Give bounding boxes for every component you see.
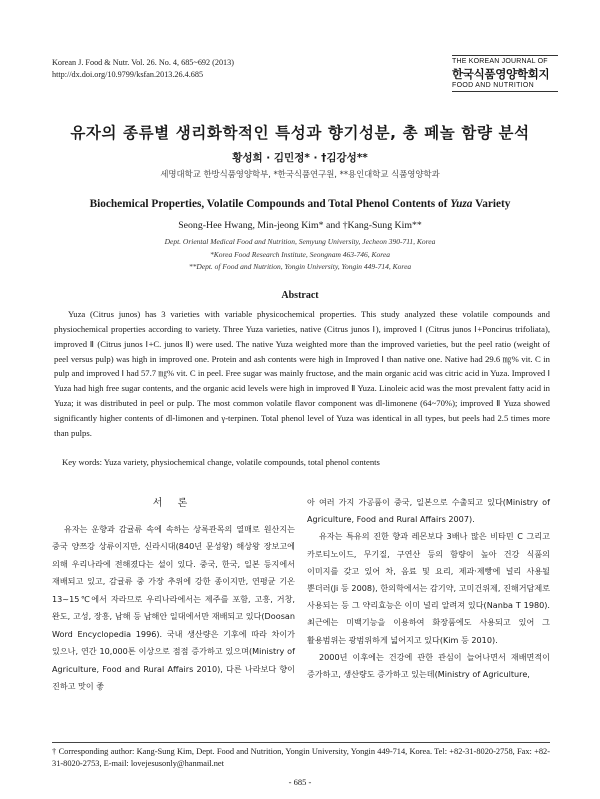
affiliation-english-3: **Dept. of Food and Nutrition, Yongin University, Yongin 449-714, Korea — [188, 262, 412, 271]
title-korean: 유자의 종류별 생리화학적인 특성과 향기성분, 총 페놀 함량 분석 — [70, 124, 530, 142]
doi-link[interactable]: http://dx.doi.org/10.9799/ksfan.2013.26.4.685 — [52, 70, 204, 79]
authors-korean: 황성희 · 김민정* · †김강성** — [232, 152, 368, 164]
paragraph: 유자는 특유의 진한 향과 레몬보다 3배나 많은 비타민 C 그리고 카로티노이드, 무기질, 구연산 등의 함량이 높아 건강 식품의 이미지를 갖고 있어 차, 음료 및 요리, 제과·제빵에 널리 사용될 뿐더러(Ji 등 2008), 한의학에서는 감기약, 고미건위제, 진해거담제로 사용되는 등 그 약리효능은 이미 널리 알려져 있다(Nanba T 1980). 최근에는 미백기능을 이용하여 화장품에도 사용되고 있어 그 활용범위는 광범위하게 넓어지고 있다(Kim 등 2010). — [307, 531, 550, 645]
corresponding-author-footnote: † Corresponding author: Kang-Sung Kim, Dept. Food and Nutrition, Yongin University, Yongin 449-714, Korea. Tel: +82-31-8020-2758, Fax: +82-31-8020-2753, E-mail: lovejesusonly@hanmail.net — [52, 747, 550, 768]
body-column-left: 유자는 운향과 감귤류 속에 속하는 상록관목의 열매로 원산지는 중국 양쯔강 상류이지만, 신라시대(840년 문성왕) 해상왕 장보고에 의해 우리나라에 전해졌다는 설이 있다. 중국, 한국, 일본 등지에서 재배되고 있고, 감귤류 중 가장 추위에 강한 종이지만, 연평균 기온 13~15℃에서 자라므로 우리나라에서는 제주를 포함, 고흥, 거창, 완도, 고성, 장흥, 남해 등 남해안 일대에서만 재배되고 있다(Doosan Word Encyclopedia 1996). 국내 생산량은 기후에 따라 차이가 있으나, 연간 10,000톤 이상으로 점점 증가하고 있으며(Ministry of Agriculture, Food and Rural Affairs 2010), 다른 나라보다 향이 진하고 맛이 좋 — [52, 524, 295, 692]
journal-name-kr: 한국식품영양학회지 — [452, 69, 550, 81]
section-title-introduction: 서 론 — [152, 498, 194, 509]
journal-citation: Korean J. Food & Nutr. Vol. 26. No. 4, 685~692 (2013) — [52, 58, 234, 67]
running-header — [52, 57, 234, 81]
paragraph: 2000년 이후에는 건강에 관한 관심이 늘어나면서 재배면적이 증가하고, 생산량도 증가하고 있는데(Ministry of Agriculture, — [307, 651, 550, 680]
affiliation-english-2: *Korea Food Research Institute, Seongnam 463-746, Korea — [210, 250, 390, 259]
authors-english: Seong-Hee Hwang, Min-jeong Kim* and †Kang-Sung Kim** — [178, 220, 422, 231]
journal-name-en-bottom: FOOD AND NUTRITION — [452, 82, 558, 92]
page-number: - 685 - — [288, 777, 312, 787]
journal-name-en-top: THE KOREAN JOURNAL OF — [452, 55, 558, 65]
title-english-suffix: Variety — [472, 198, 511, 210]
footnote-divider — [52, 742, 550, 743]
affiliation-english-1: Dept. Oriental Medical Food and Nutrition, Semyung University, Jecheon 390-711, Korea — [164, 237, 436, 246]
title-english — [0, 198, 600, 210]
title-english-prefix: Biochemical Properties, Volatile Compounds and Total Phenol Contents of — [89, 198, 451, 210]
keywords: Key words: Yuza variety, physiochemical change, volatile compounds, total phenol contents — [62, 457, 380, 467]
journal-logo — [452, 55, 558, 92]
body-column-right — [307, 494, 550, 683]
title-english-italic: Yuza — [450, 198, 473, 210]
abstract-text: Yuza (Citrus junos) has 3 varieties with variable physicochemical properties. This study analyzed these volatile compounds and physiochemical properties according to variety. Three Yuza varieties, native (Citrus junos Ⅰ), improved Ⅰ (Citrus junos Ⅰ+Poncirus trifoliata), improved Ⅱ (Citrus junos Ⅰ+C. junos Ⅱ) were used. The native Yuza weighted more than the improved varieties, but the peel ratio (weight of peel versus pulp) was high in improved one. Protein and ash contents were high in Improved Ⅰ than native one. Native had 29.6 ㎎% vit. C in pulp and improved Ⅰ had 57.7 ㎎% vit. C in peel. Free sugar was mainly fructose, and the main organic acid was citric acid in Yuza. Improved Ⅰ Yuza had high free sugar contents, and the organic acid levels were high in improved Ⅱ Yuza. Linoleic acid was the most prevalent fatty acid in Yuza; it was distributed in peel or pulp. The most common volatile flavor component was dl-limonene (64~70%); improved Ⅱ Yuza showed significantly higher contents of dl-limonen and γ-terpinen. Total phenol level of Yuza was identical in all types, but peels had 2.5 times more than pulps. — [54, 309, 550, 438]
paragraph: 아 여러 가지 가공품이 중국, 일본으로 수출되고 있다(Ministry of Agriculture, Food and Rural Affairs 2007). — [307, 497, 550, 525]
affiliation-korean: 세명대학교 한방식품영양학부, *한국식품연구원, **용인대학교 식품영양학과 — [160, 169, 440, 179]
abstract-heading: Abstract — [281, 290, 319, 301]
